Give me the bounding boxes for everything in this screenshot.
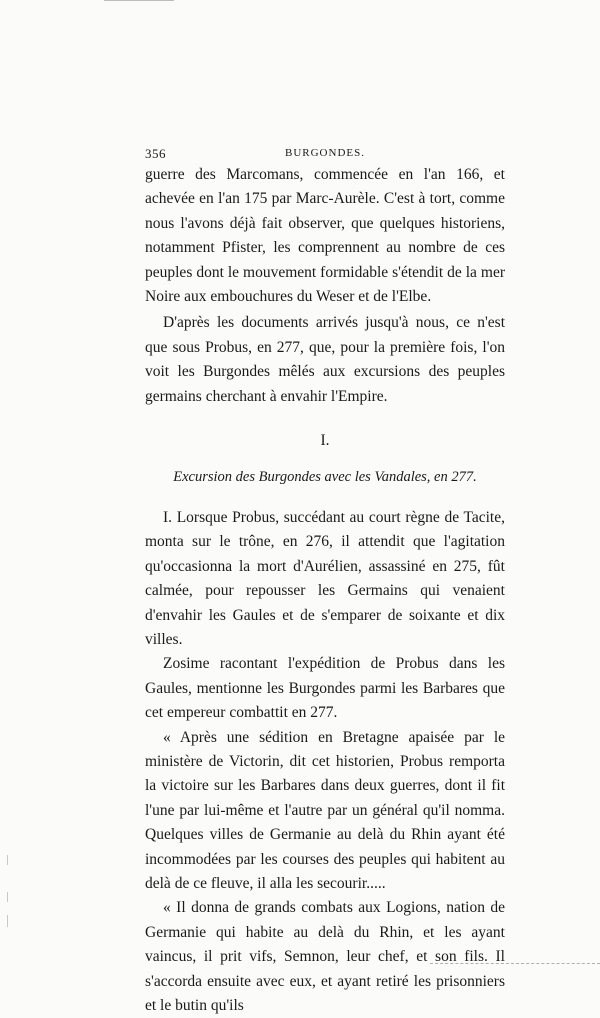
top-edge-rule	[104, 0, 174, 3]
body-text	[145, 163, 505, 1018]
running-title: BURGONDES.	[285, 147, 365, 159]
section-numeral: I.	[320, 432, 330, 450]
paragraph: Zosime racontant l'expédition de Probus dans les Gaules, mentionne les Burgondes parmi les Barbares que cet empereur combattit en 277.	[145, 655, 505, 722]
paragraph: « Il donna de grands combats aux Logions, nation de Germanie qui habite au delà du Rhin, et les ayant vaincus, il prit vifs, Semnon, leur chef, et son fils. Il s'accorda ensuite avec eux, et ayant retiré les prisonniers et le butin qu'ils	[145, 899, 505, 1014]
paragraph: I. Lorsque Probus, succédant au court règne de Tacite, monta sur le trône, en 276, il attendit que l'agitation qu'occasionna la mort d'Aurélien, assassiné en 275, fût calmée, pour repousser les Germains qui venaient d'envahir les Gaules et de s'emparer de soixante et dix villes.	[145, 508, 505, 648]
section-title: Excursion des Burgondes avec les Vandales, en 277.	[173, 469, 477, 486]
paragraph: guerre des Marcomans, commencée en l'an 166, et achevée en l'an 175 par Marc-Aurèle. C'est à tort, comme nous l'avons déjà fait observer, que quelques historiens, notamment Pfister, les comprennent au nombre de ces peuples dont le mouvement formidable s'étendit de la mer Noire aux embouchures du Weser et de l'Elbe.	[145, 166, 505, 306]
paragraph: « Après une sédition en Bretagne apaisée par le ministère de Victorin, dit cet historien, Probus remporta la victoire sur les Barbares dans deux guerres, dont il fit l'une par lui-même et l'autre par un général qu'il nomma. Quelques villes de Germanie au delà du Rhin ayant été incommodées par les courses des peuples qui habitent au delà de ce fleuve, il alla les secourir.....	[145, 728, 505, 892]
page-number: 356	[145, 146, 166, 161]
paragraph: D'après les documents arrivés jusqu'à nous, ce n'est que sous Probus, en 277, que, pour la première fois, l'on voit les Burgondes mêlés aux excursions des peuples germains cherchant à envahir l'Empire.	[145, 314, 505, 405]
bottom-edge-marks	[430, 963, 600, 966]
